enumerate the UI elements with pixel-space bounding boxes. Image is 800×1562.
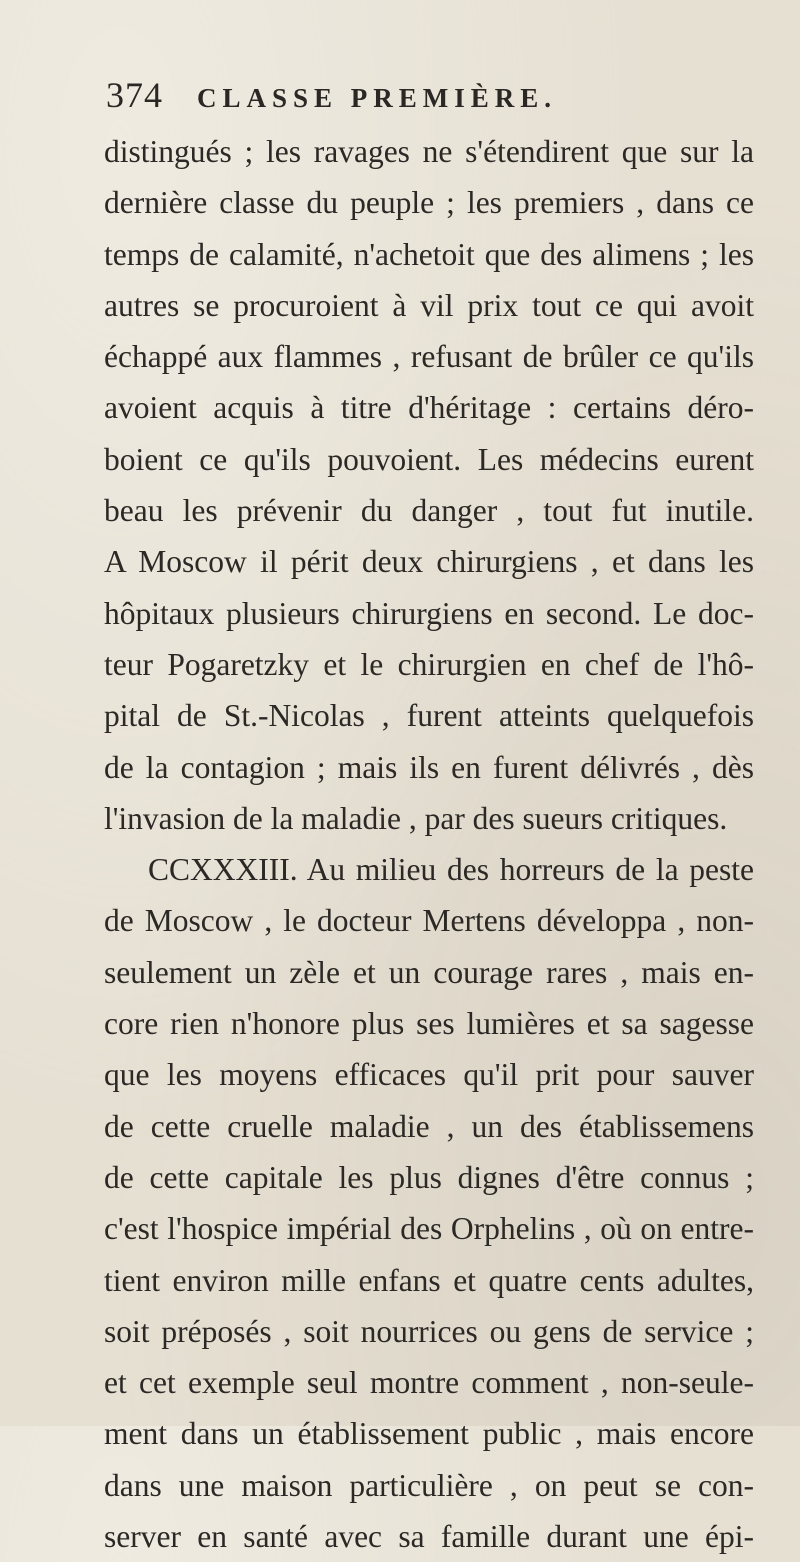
text-line: dernière classe du peuple ; les premiers , dans ce	[104, 185, 754, 221]
text-line: de Moscow , le docteur Mertens développa , non-	[104, 903, 754, 939]
text-line: teur Pogaretzky et le chirurgien en chef de l'hô-	[104, 646, 754, 682]
body-text	[104, 126, 754, 1562]
text-line: beau les prévenir du danger , tout fut inutile.	[104, 493, 754, 529]
page-number: 374	[106, 75, 163, 115]
text-line: de la contagion ; mais ils en furent délivrés , dès	[104, 749, 754, 785]
paragraph-start-line: CCXXXIII. Au milieu des horreurs de la peste	[148, 852, 754, 888]
text-line: l'invasion de la maladie , par des sueurs critiques.	[104, 800, 728, 836]
text-line: distingués ; les ravages ne s'étendirent que sur la	[104, 134, 754, 169]
text-line: A Moscow il périt deux chirurgiens , et dans les	[104, 544, 754, 580]
text-line: dans une maison particulière , on peut se con-	[104, 1467, 754, 1503]
text-line: server en santé avec sa famille durant une épi-	[104, 1519, 754, 1555]
text-line: c'est l'hospice impérial des Orphelins , où on entre-	[104, 1211, 754, 1247]
text-line: hôpitaux plusieurs chirurgiens en second. Le doc-	[104, 595, 754, 631]
text-line: tient environ mille enfans et quatre cents adultes,	[104, 1262, 754, 1298]
text-line: et cet exemple seul montre comment , non-seule-	[104, 1365, 754, 1401]
running-head	[106, 74, 746, 120]
text-line: autres se procuroient à vil prix tout ce qui avoit	[104, 287, 754, 323]
text-line: temps de calamité, n'achetoit que des alimens ; les	[104, 236, 754, 272]
text-line: boient ce qu'ils pouvoient. Les médecins eurent	[104, 441, 754, 477]
text-line: core rien n'honore plus ses lumières et sa sagesse	[104, 1006, 754, 1042]
text-line: avoient acquis à titre d'héritage : certains déro-	[104, 390, 754, 426]
text-line: seulement un zèle et un courage rares , mais en-	[104, 954, 754, 990]
text-line: ment dans un établissement public , mais encore	[104, 1416, 754, 1452]
running-title: CLASSE PREMIÈRE.	[197, 83, 558, 113]
text-line: de cette cruelle maladie , un des établissemens	[104, 1108, 754, 1144]
text-line: pital de St.-Nicolas , furent atteints quelquefois	[104, 698, 754, 734]
text-line: échappé aux flammes , refusant de brûler ce qu'ils	[104, 339, 754, 375]
text-line: de cette capitale les plus dignes d'être connus ;	[104, 1159, 754, 1195]
text-line: que les moyens efficaces qu'il prit pour sauver	[104, 1057, 754, 1093]
text-line: soit préposés , soit nourrices ou gens de service ;	[104, 1313, 754, 1349]
